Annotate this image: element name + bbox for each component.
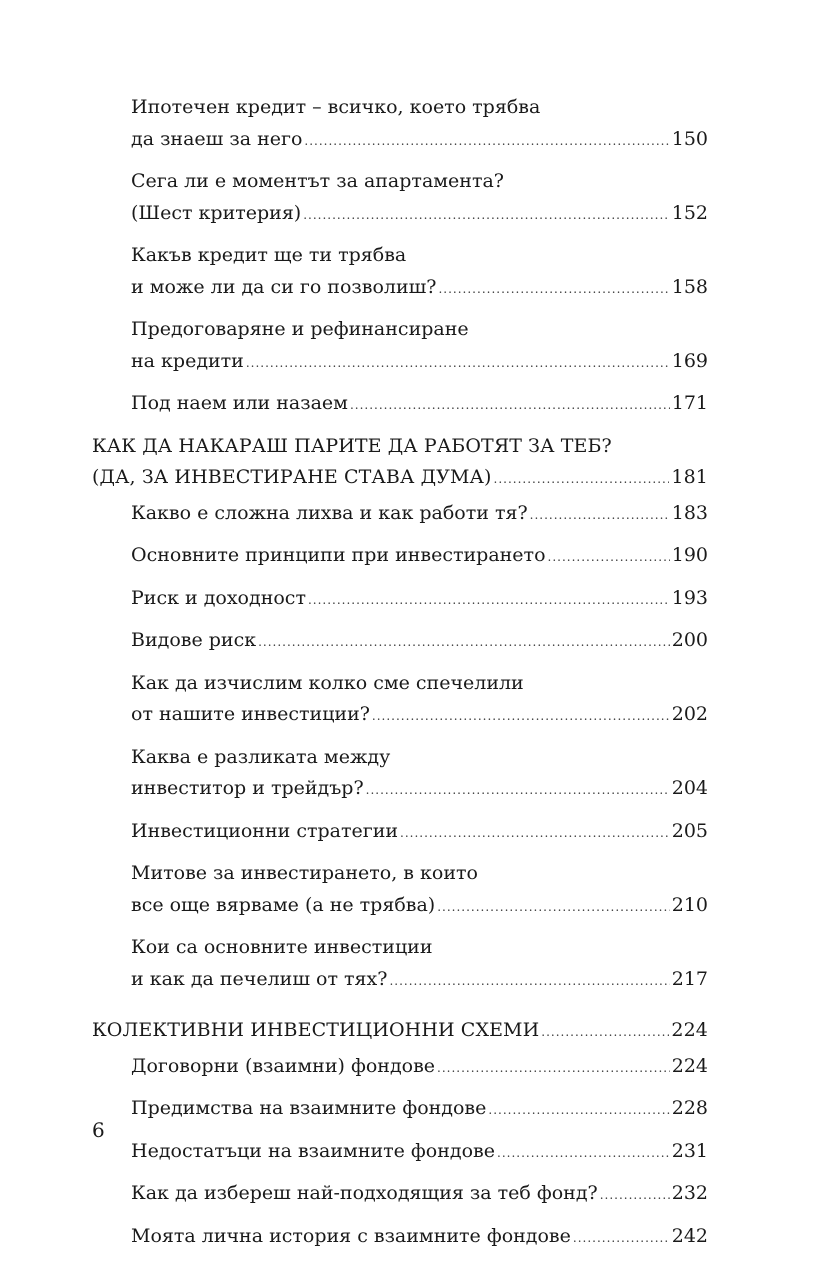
toc-section-entry — [92, 388, 708, 422]
toc-page-number: 183 — [671, 501, 708, 524]
toc-chapter-entry — [92, 431, 708, 496]
toc-section-entry — [92, 1136, 708, 1170]
toc-page-number: 228 — [671, 1097, 708, 1119]
dot-leader — [437, 1053, 670, 1085]
toc-section-entry — [92, 668, 708, 733]
toc-entry-title-line: от нашите инвестиции? — [131, 703, 370, 725]
toc-section-entry — [92, 240, 708, 305]
toc-entry-title-line: Риск и доходност — [131, 586, 306, 609]
table-of-contents — [92, 92, 708, 1263]
dot-leader — [308, 585, 670, 617]
toc-section-entry — [92, 583, 708, 617]
toc-entry-title-line: Кои са основните инвестиции — [131, 936, 433, 958]
toc-page-number: 181 — [671, 466, 708, 488]
toc-page-number: 224 — [671, 1019, 708, 1041]
toc-entry-title-line: Какъв кредит ще ти трябва — [131, 244, 407, 266]
toc-entry-title-line: Моята лична история с взаимните фондове — [131, 1224, 571, 1247]
toc-section-entry — [92, 742, 708, 807]
toc-page-number: 150 — [671, 127, 708, 150]
toc-entry-title-line: Митове за инвестирането, в които — [131, 862, 478, 884]
toc-entry-title-line: все още вярваме (а не трябва) — [131, 893, 436, 916]
toc-entry-title-line: и може ли да си го позволиш? — [131, 275, 437, 298]
toc-section-entry — [92, 540, 708, 574]
toc-page-number: 231 — [671, 1139, 708, 1162]
toc-entry-title-line: на кредити — [131, 349, 244, 372]
toc-entry-title-line: Какво е сложна лихва и как работи тя? — [131, 501, 528, 524]
toc-section-entry — [92, 1178, 708, 1212]
toc-page-number: 204 — [671, 777, 708, 799]
dot-leader — [573, 1223, 670, 1255]
toc-page-number: 200 — [671, 629, 708, 651]
dot-leader — [246, 348, 670, 380]
toc-page-number: 205 — [671, 819, 708, 842]
toc-entry-title-line: Как да избереш най-подходящия за теб фонд? — [131, 1182, 598, 1204]
toc-page-number: 224 — [671, 1054, 708, 1077]
toc-entry-title-line: и как да печелиш от тях? — [131, 967, 388, 990]
toc-page-number: 158 — [671, 275, 708, 298]
dot-leader — [389, 966, 669, 998]
toc-page-number: 171 — [671, 392, 708, 414]
dot-leader — [438, 274, 669, 306]
page-number: 6 — [92, 1118, 105, 1142]
dot-leader — [437, 892, 670, 924]
dot-leader — [366, 775, 670, 807]
toc-section-entry — [92, 816, 708, 850]
toc-section-entry — [92, 1221, 708, 1255]
toc-page-number: 217 — [671, 967, 708, 990]
toc-entry-title-line: Предоговаряне и рефинансиране — [131, 318, 469, 340]
toc-page-number: 232 — [671, 1182, 708, 1204]
toc-page-number: 210 — [671, 893, 708, 916]
dot-leader — [497, 1138, 670, 1170]
toc-section-entry — [92, 932, 708, 997]
toc-entry-title-line: Каква е разликата между — [131, 745, 391, 768]
toc-section-entry — [92, 92, 708, 157]
toc-entry-title-line: Недостатъци на взаимните фондове — [131, 1139, 495, 1162]
toc-section-entry — [92, 314, 708, 379]
toc-section-entry — [92, 858, 708, 923]
dot-leader — [530, 500, 670, 532]
dot-leader — [372, 701, 670, 733]
toc-chapter-entry — [92, 1015, 708, 1049]
dot-leader — [400, 818, 670, 850]
toc-page-number: 202 — [671, 703, 708, 725]
toc-section-entry — [92, 166, 708, 231]
toc-page-number: 169 — [671, 349, 708, 372]
toc-page-number: 190 — [671, 544, 708, 566]
toc-section-entry — [92, 498, 708, 532]
toc-page-number: 152 — [671, 201, 708, 224]
toc-entry-title-line: Основните принципи при инвестирането — [131, 544, 546, 566]
toc-entry-title-line: Ипотечен кредит – всичко, което трябва — [131, 96, 541, 118]
dot-leader — [303, 200, 670, 232]
toc-entry-title-line: да знаеш за него — [131, 127, 303, 150]
toc-entry-title-line: Видове риск — [131, 629, 257, 651]
dot-leader — [541, 1017, 669, 1049]
toc-entry-title-line: Предимства на взаимните фондове — [131, 1097, 487, 1119]
toc-entry-title-line: КАК ДА НАКАРАШ ПАРИТЕ ДА РАБОТЯТ ЗА ТЕБ? — [92, 434, 612, 457]
toc-entry-title-line: Под наем или назаем — [131, 392, 348, 414]
toc-section-entry — [92, 1051, 708, 1085]
dot-leader — [304, 126, 669, 158]
toc-entry-title-line: инвеститор и трейдър? — [131, 777, 364, 799]
dot-leader — [258, 627, 670, 659]
toc-entry-title-line: Как да изчислим колко сме спечелили — [131, 671, 524, 694]
dot-leader — [488, 1095, 669, 1127]
dot-leader — [600, 1180, 670, 1212]
toc-section-entry — [92, 1093, 708, 1127]
dot-leader — [494, 464, 670, 496]
toc-entry-title-line: Сега ли е моментът за апартамента? — [131, 170, 504, 192]
toc-page-number: 242 — [671, 1224, 708, 1247]
toc-entry-title-line: Договорни (взаимни) фондове — [131, 1054, 436, 1077]
toc-page-number: 193 — [671, 586, 708, 609]
toc-entry-title-line: Инвестиционни стратегии — [131, 819, 399, 842]
dot-leader — [350, 390, 670, 422]
toc-entry-title-line: (ДА, ЗА ИНВЕСТИРАНЕ СТАВА ДУМА) — [92, 466, 492, 488]
toc-entry-title-line: КОЛЕКТИВНИ ИНВЕСТИЦИОННИ СХЕМИ — [92, 1019, 540, 1041]
toc-entry-title-line: (Шест критерия) — [131, 201, 302, 224]
toc-section-entry — [92, 625, 708, 659]
dot-leader — [548, 542, 670, 574]
